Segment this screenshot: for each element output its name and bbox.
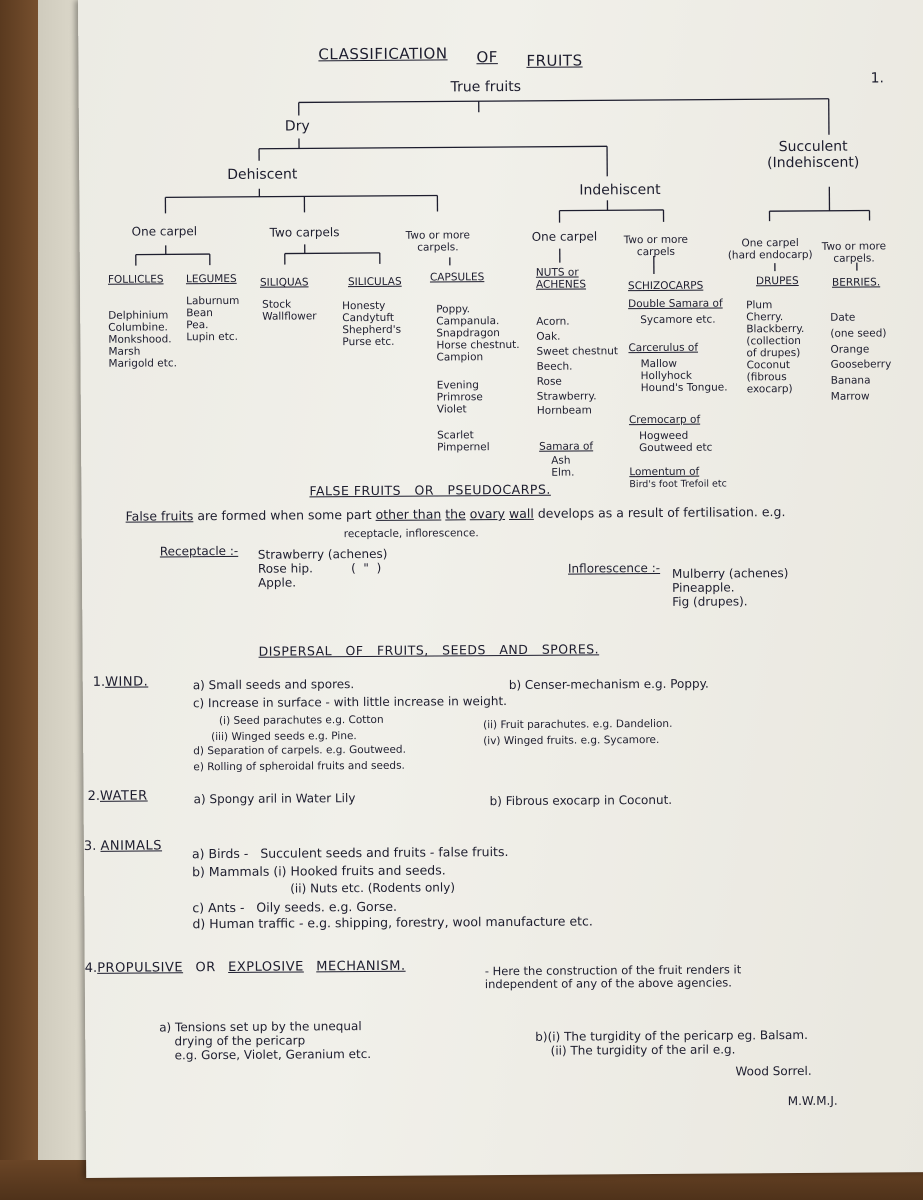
animals-d: d) Human traffic - e.g. shipping, forestry, wool manufacture etc. (192, 913, 593, 932)
wind-a: a) Small seeds and spores. (192, 677, 355, 693)
title-word-classification: CLASSIFICATION (318, 44, 448, 64)
animals-number: 3. (83, 838, 97, 854)
wind-d: d) Separation of carpels. e.g. Goutweed. (193, 743, 406, 758)
node-dry: Dry (284, 118, 310, 135)
propulsive-number: 4. (84, 960, 98, 976)
propulsive-description: - Here the construction of the fruit renders it independent of any of the above agencies. (484, 962, 742, 992)
false-fruits-ovary: ovary (469, 506, 506, 522)
animals-section-title (84, 839, 162, 854)
water-number: 2. (87, 788, 101, 804)
node-indehiscent: Indehiscent (579, 181, 661, 199)
lomentum-items: Bird's foot Trefoil etc (629, 478, 727, 491)
node-two-or-more-indehiscent: Two or more carpels (623, 233, 689, 259)
group-siliquas-heading: SILIQUAS (259, 276, 309, 289)
cremocarp-label: Cremocarp of (628, 413, 701, 427)
animals-b: b) Mammals (i) Hooked fruits and seeds. (192, 862, 446, 880)
node-two-or-more-dehiscent: Two or more carpels. (405, 229, 471, 254)
node-succulent: Succulent (Indehiscent) (767, 138, 860, 172)
wind-c-iv: (iv) Winged fruits. e.g. Sycamore. (483, 733, 660, 748)
carcerulus-items: Mallow Hollyhock Hound's Tongue. (640, 357, 728, 395)
node-two-carpels: Two carpels (269, 225, 340, 240)
false-fruits-intro-c: receptacle, inflorescence. (343, 527, 479, 541)
false-fruits-the: the (445, 506, 466, 522)
propulsive-b-example: Wood Sorrel. (735, 1063, 812, 1079)
animals-c: c) Ants - Oily seeds. e.g. Gorse. (192, 898, 398, 916)
mechanism-label: MECHANISM. (316, 958, 406, 975)
false-fruits-wall: wall (508, 505, 534, 522)
group-follicles-items: Delphinium Columbine. Monkshood. Marsh Marigold etc. (108, 309, 178, 371)
false-fruits-term: False fruits (125, 508, 194, 524)
cremocarp-items: Hogweed Goutweed etc (639, 429, 713, 455)
water-b: b) Fibrous exocarp in Coconut. (489, 792, 673, 809)
node-dehiscent: Dehiscent (227, 166, 298, 183)
group-capsules-items-2: Evening Primrose Violet (436, 379, 483, 416)
group-siliculas-items: Honesty Candytuft Shepherd's Purse etc. (342, 299, 402, 349)
propulsive-b: b)(i) The turgidity of the pericarp eg. Balsam. (ii) The turgidity of the aril e.g. (535, 1027, 808, 1058)
group-drupes-heading: DRUPES (755, 274, 799, 288)
author-signature: M.W.M.J. (787, 1093, 838, 1109)
nuts-samara-label: Samara of (539, 440, 594, 453)
animals-a: a) Birds - Succulent seeds and fruits - false fruits. (191, 844, 509, 862)
propulsive-section-title (85, 960, 406, 977)
double-samara-label: Double Samara of (628, 297, 723, 311)
water-a: a) Spongy aril in Water Lily (193, 791, 356, 807)
group-nuts-items: Acorn. Oak. Sweet chestnut Beech. Rose Strawberry. Hornbeam (536, 315, 619, 418)
node-one-carpel-indehiscent: One carpel (531, 229, 598, 244)
group-siliquas-items: Stock Wallflower (262, 298, 317, 323)
node-two-or-more-succulent: Two or more carpels. (821, 240, 887, 265)
group-legumes-items: Laburnum Bean Pea. Lupin etc. (186, 294, 240, 344)
lomentum-label: Lomentum of (629, 465, 700, 479)
node-one-carpel-dehiscent: One carpel (131, 224, 198, 239)
propulsive-or: OR (195, 960, 216, 976)
wind-section-title (93, 676, 149, 691)
page-number: 1. (870, 70, 884, 87)
group-capsules-heading: CAPSULES (429, 271, 485, 284)
group-siliculas-heading: SILICULAS (347, 275, 402, 289)
wind-number: 1. (92, 674, 106, 690)
group-berries-items: Date (one seed) Orange Gooseberry Banana Marrow (830, 311, 892, 403)
receptacle-items: Strawberry (achenes) Rose hip. ( " ) Apple. (257, 546, 388, 590)
false-fruits-other-than: other than (375, 506, 442, 522)
classification-tree-lines (78, 0, 923, 1178)
node-true-fruits: True fruits (450, 78, 522, 96)
false-fruits-heading: FALSE FRUITS OR PSEUDOCARPS. (309, 481, 551, 499)
wind-c-iii: (iii) Winged seeds e.g. Pine. (211, 730, 357, 744)
dispersal-heading: DISPERSAL OF FRUITS, SEEDS AND SPORES. (258, 641, 600, 659)
false-fruits-intro-a: are formed when some part (197, 506, 372, 524)
wind-c: c) Increase in surface - with little increase in weight. (192, 694, 508, 711)
false-fruits-intro-b: develops as a result of fertilisation. e.g. (537, 504, 786, 521)
group-capsules-items: Poppy. Campanula. Snapdragon Horse chestnut. Campion (436, 303, 520, 364)
group-berries-heading: BERRIES. (831, 276, 881, 289)
group-capsules-items-3: Scarlet Pimpernel (437, 429, 490, 454)
water-label: WATER (99, 788, 148, 804)
group-nuts-heading: NUTS or ACHENES (535, 266, 587, 291)
water-section-title (88, 790, 148, 805)
wind-c-i: (i) Seed parachutes e.g. Cotton (218, 713, 384, 728)
node-one-carpel-succulent: One carpel (hard endocarp) (727, 236, 813, 262)
notebook-page (78, 0, 923, 1178)
group-drupes-items: Plum Cherry. Blackberry. (collection of drupes) Coconut (fibrous exocarp) (746, 299, 805, 396)
nuts-samara-items: Ash Elm. (551, 454, 575, 479)
animals-label: ANIMALS (100, 838, 163, 854)
propulsive-a: a) Tensions set up by the unequal drying of the pericarp e.g. Gorse, Violet, Geranium etc. (159, 1019, 372, 1063)
propulsive-label: PROPULSIVE (97, 960, 184, 976)
wind-c-ii: (ii) Fruit parachutes. e.g. Dandelion. (483, 717, 673, 732)
wind-label: WIND. (105, 674, 149, 690)
double-samara-items: Sycamore etc. (640, 313, 716, 327)
title-word-fruits: FRUITS (526, 51, 583, 70)
carcerulus-label: Carcerulus of (628, 341, 699, 355)
group-schizocarps-heading: SCHIZOCARPS (627, 279, 704, 293)
wind-e: e) Rolling of spheroidal fruits and seeds. (193, 759, 405, 774)
receptacle-label: Receptacle :- (159, 543, 239, 559)
animals-b-ii: (ii) Nuts etc. (Rodents only) (290, 880, 456, 896)
explosive-label: EXPLOSIVE (228, 959, 304, 975)
group-follicles-heading: FOLLICLES (107, 273, 164, 286)
wind-b: b) Censer-mechanism e.g. Poppy. (508, 676, 709, 693)
inflorescence-label: Inflorescence :- (567, 560, 661, 576)
group-legumes-heading: LEGUMES (185, 272, 237, 286)
title-word-of: OF (476, 48, 498, 67)
inflorescence-items: Mulberry (achenes) Pineapple. Fig (drupes). (671, 566, 789, 609)
